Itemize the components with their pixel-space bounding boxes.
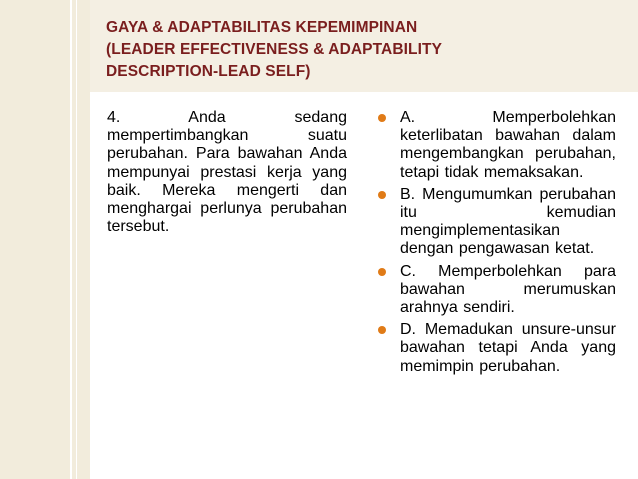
bullet-icon bbox=[378, 114, 386, 122]
option-a-text: A. Memperbolehkan keterlibatan bawahan dalam mengembangkan perubahan, tetapi tidak memaksakan. bbox=[400, 109, 616, 181]
bullet-icon bbox=[378, 268, 386, 276]
bullet-icon bbox=[378, 326, 386, 334]
slide-title bbox=[106, 17, 626, 83]
option-b-text: B. Mengumumkan perubahan itu kemudian mengimplementasikan dengan pengawasan ketat. bbox=[400, 185, 616, 258]
slide-title-line-3: DESCRIPTION-LEAD SELF) bbox=[106, 63, 311, 80]
slide-title-line-2: (LEADER EFFECTIVENESS & ADAPTABILITY bbox=[106, 41, 443, 58]
option-c-text: C. Memperbolehkan para bawahan merumuskan arahnya sendiri. bbox=[400, 262, 616, 317]
question-text: 4. Anda sedang mempertimbangkan suatu perubahan. Para bawahan Anda mempunyai prestasi kerja yang baik. Mereka mengerti dan menghargai perlunya perubahan tersebut. bbox=[107, 109, 347, 236]
option-c bbox=[378, 263, 616, 318]
option-a bbox=[378, 109, 616, 182]
option-d-text: D. Memadukan unsure-unsur bawahan tetapi Anda yang memimpin perubahan. bbox=[400, 321, 616, 375]
slide-title-line-1: GAYA & ADAPTABILITAS KEPEMIMPINAN bbox=[106, 19, 418, 36]
options-list bbox=[378, 109, 616, 380]
side-decoration-line-thin bbox=[76, 0, 77, 479]
side-decoration-line bbox=[70, 0, 72, 479]
option-d bbox=[378, 321, 616, 376]
bullet-icon bbox=[378, 191, 386, 199]
option-b bbox=[378, 186, 616, 259]
